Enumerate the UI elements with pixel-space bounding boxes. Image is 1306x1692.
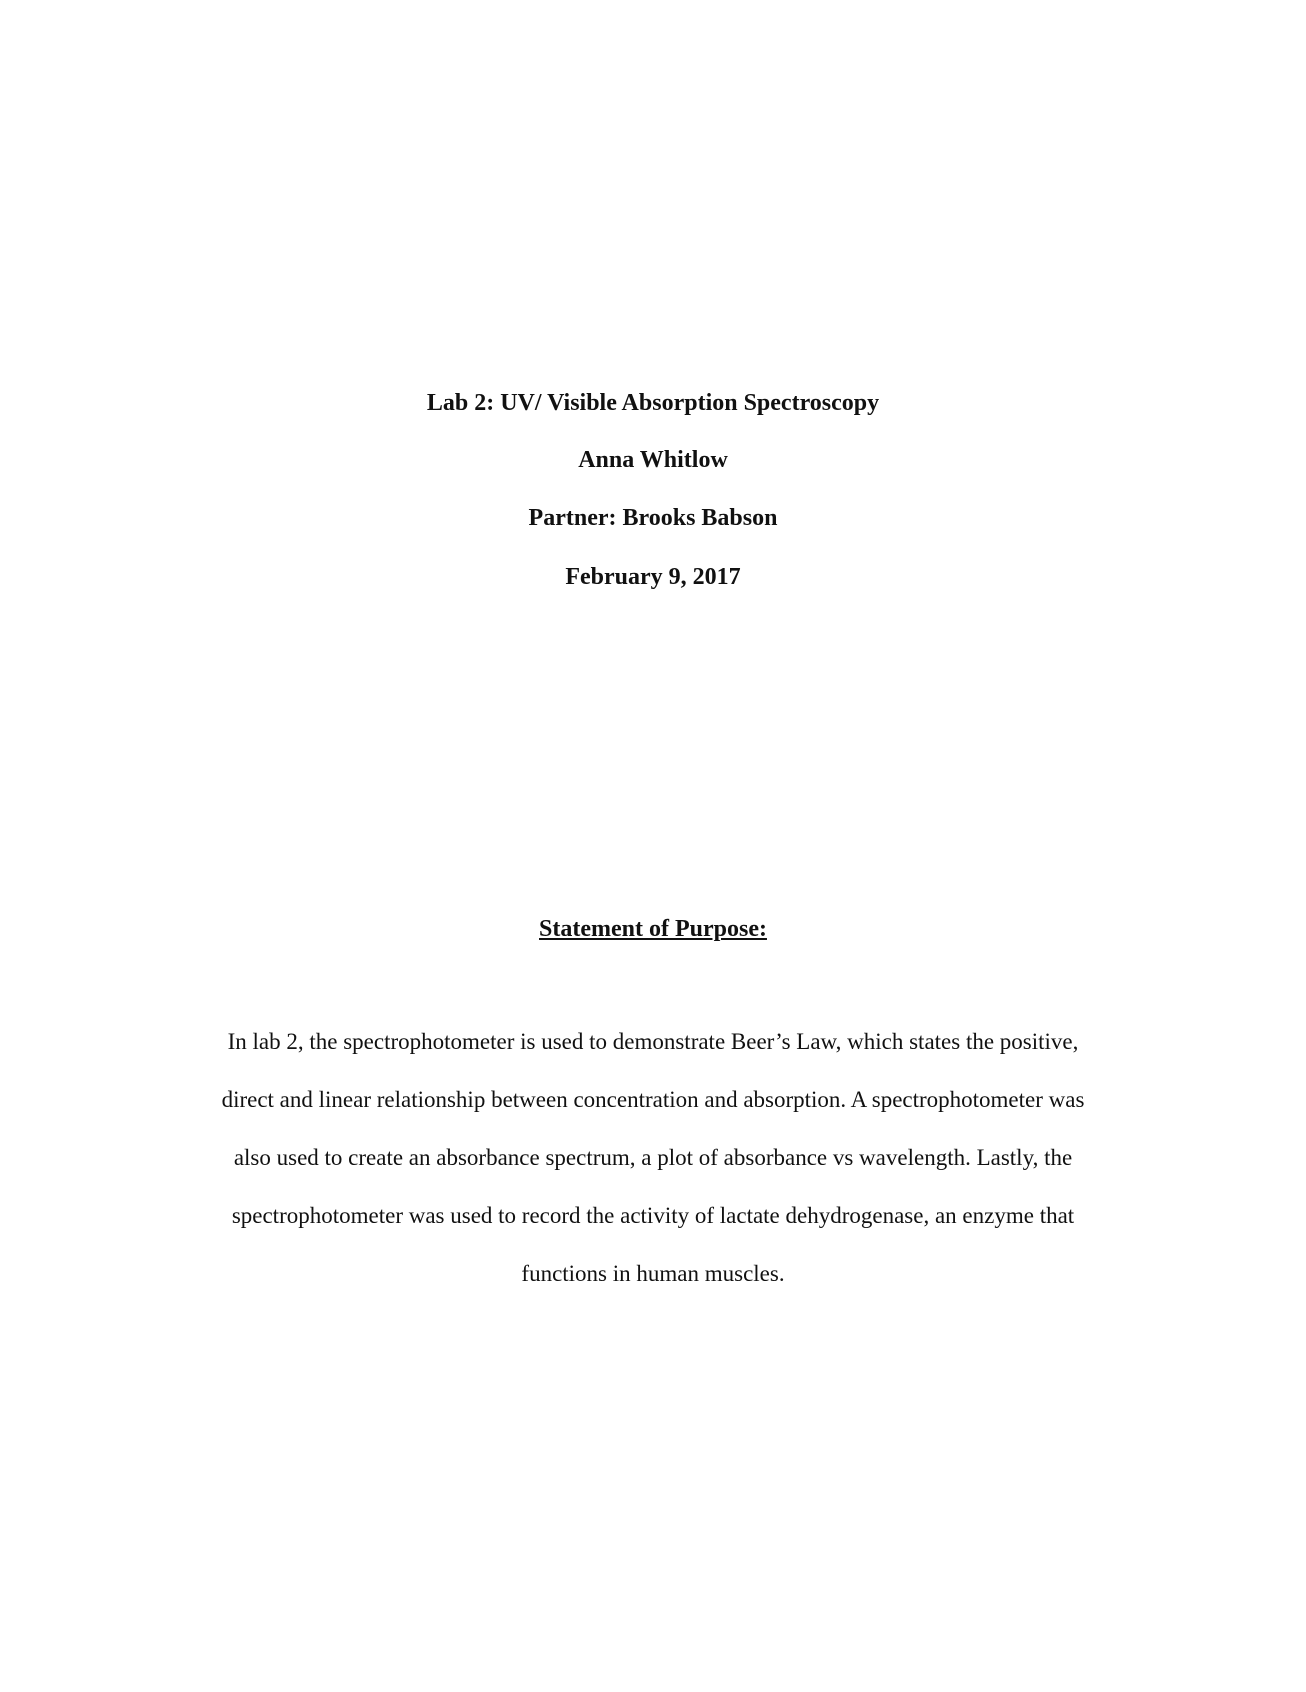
purpose-line: functions in human muscles.	[521, 1261, 785, 1286]
partner-name: Partner: Brooks Babson	[528, 505, 778, 531]
purpose-line: In lab 2, the spectrophotometer is used to demonstrate Beer’s Law, which states the positive,	[227, 1029, 1079, 1054]
report-title: Lab 2: UV/ Visible Absorption Spectroscopy	[426, 390, 880, 416]
purpose-heading: Statement of Purpose:	[539, 916, 767, 942]
purpose-line: also used to create an absorbance spectrum, a plot of absorbance vs wavelength. Lastly, the	[233, 1145, 1073, 1170]
purpose-line: direct and linear relationship between concentration and absorption. A spectrophotometer was	[221, 1087, 1085, 1112]
purpose-line: spectrophotometer was used to record the activity of lactate dehydrogenase, an enzyme that	[231, 1203, 1075, 1228]
report-date: February 9, 2017	[565, 564, 741, 590]
author-name: Anna Whitlow	[578, 447, 728, 473]
